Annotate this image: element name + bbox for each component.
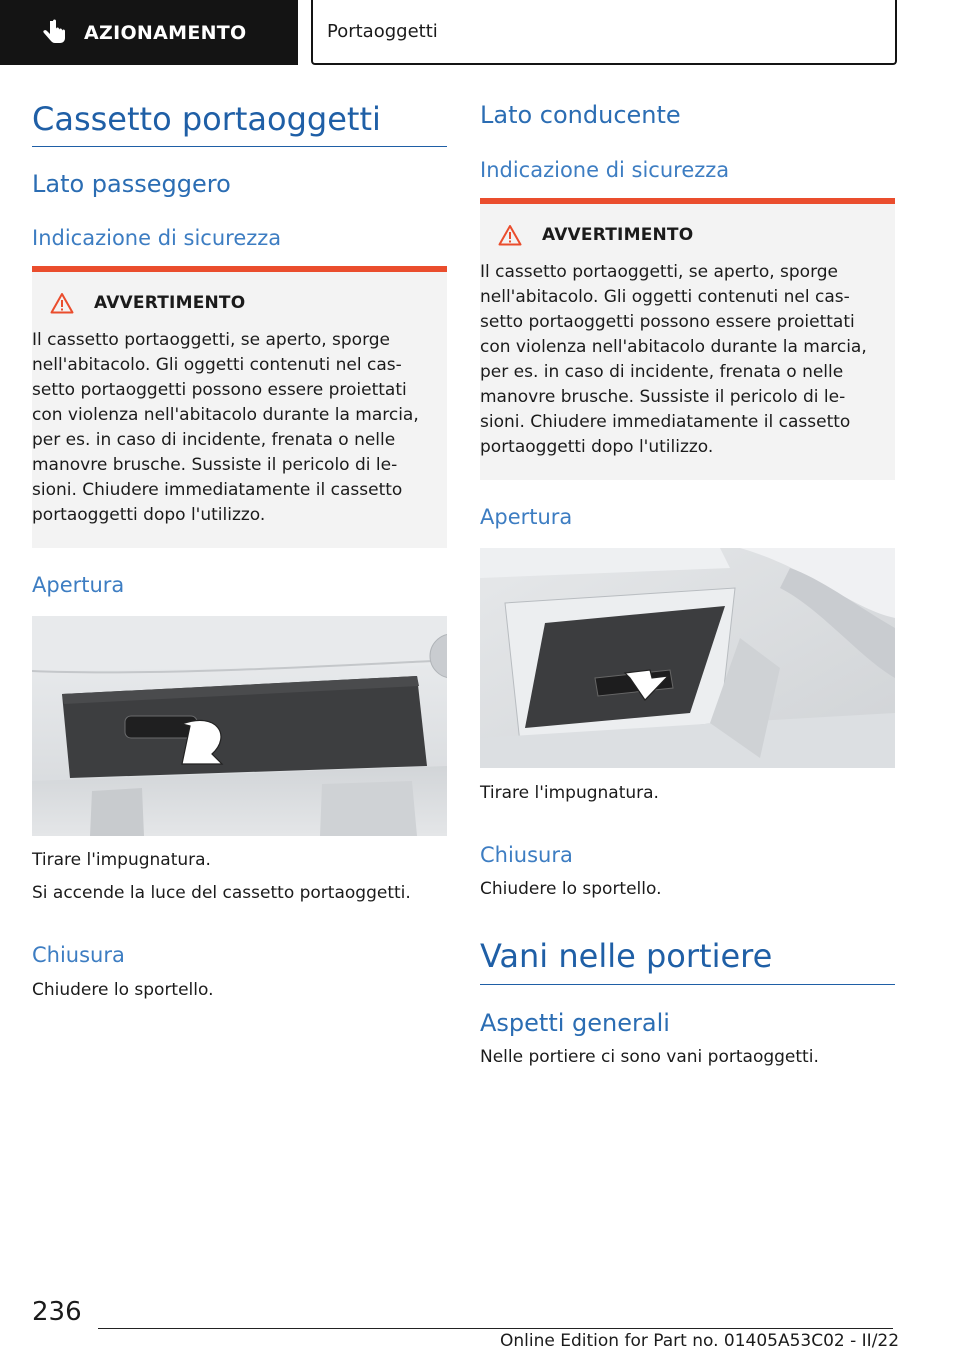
warning-line: manovre brusche. Sussiste il pericolo di le- [32,455,398,475]
warning-bar [32,266,447,272]
warning-line: sioni. Chiudere immediatamente il cassetto [32,480,403,500]
doors-title: Vani nelle portiere [480,937,773,975]
warning-title [50,292,245,314]
warning-line: manovre brusche. Sussiste il pericolo di le- [480,387,846,407]
topic-tab[interactable] [311,0,897,65]
warning-triangle-icon [498,224,522,246]
warning-triangle-icon [50,292,74,314]
warning-line: setto portaoggetti possono essere proiettati [480,312,855,332]
glovebox-driver-illustration [480,548,895,768]
warning-line: nell'abitacolo. Gli oggetti contenuti nel cas- [480,287,850,307]
warning-line: portaoggetti dopo l'utilizzo. [32,505,266,525]
subtitle-passenger: Lato passeggero [32,170,231,198]
edition-text: Online Edition for Part no. 01405A53C02 - II/22 [500,1331,900,1351]
closing-text: Chiudere lo sportello. [32,980,214,1000]
warning-line: nell'abitacolo. Gli oggetti contenuti nel cas- [32,355,402,375]
warning-label: AVVERTIMENTO [94,293,246,313]
warning-label: AVVERTIMENTO [542,225,694,245]
warning-line: per es. in caso di incidente, frenata o nelle [32,430,396,450]
warning-box [32,266,447,548]
doors-title-rule [480,984,895,985]
page-number: 236 [32,1297,82,1327]
warning-title [498,224,693,246]
safety-heading: Indicazione di sicurezza [32,226,282,250]
warning-line: portaoggetti dopo l'utilizzo. [480,437,714,457]
warning-line: sioni. Chiudere immediatamente il cassetto [480,412,851,432]
warning-line: per es. in caso di incidente, frenata o nelle [480,362,844,382]
closing-text: Chiudere lo sportello. [480,879,662,899]
warning-line: setto portaoggetti possono essere proiettati [32,380,407,400]
closing-heading: Chiusura [32,943,125,967]
opening-step-1: Tirare l'impugnatura. [480,783,659,803]
warning-line: con violenza nell'abitacolo durante la marcia, [32,405,419,425]
footer-rule [98,1328,893,1329]
topic-title: Portaoggetti [327,21,438,42]
title-rule [32,146,447,147]
glovebox-passenger-illustration [32,616,447,836]
glovebox-passenger-photo [32,616,447,836]
doors-text: Nelle portiere ci sono vani portaoggetti. [480,1047,819,1067]
doors-subtitle: Aspetti generali [480,1009,670,1037]
warning-bar [480,198,895,204]
subtitle-driver: Lato conducente [480,101,681,129]
opening-heading: Apertura [480,505,573,529]
opening-heading: Apertura [32,573,125,597]
warning-box [480,198,895,480]
closing-heading: Chiusura [480,843,573,867]
warning-line: Il cassetto portaoggetti, se aperto, sporge [480,262,839,282]
warning-line: Il cassetto portaoggetti, se aperto, sporge [32,330,391,350]
section-tab[interactable] [0,0,298,65]
safety-heading: Indicazione di sicurezza [480,158,730,182]
page-title: Cassetto portaoggetti [32,100,381,138]
opening-step-2: Si accende la luce del cassetto portaoggetti. [32,883,411,903]
glovebox-driver-photo [480,548,895,768]
opening-step-1: Tirare l'impugnatura. [32,850,211,870]
section-title: AZIONAMENTO [84,21,247,44]
warning-line: con violenza nell'abitacolo durante la marcia, [480,337,867,357]
hand-pointer-icon [38,18,68,48]
